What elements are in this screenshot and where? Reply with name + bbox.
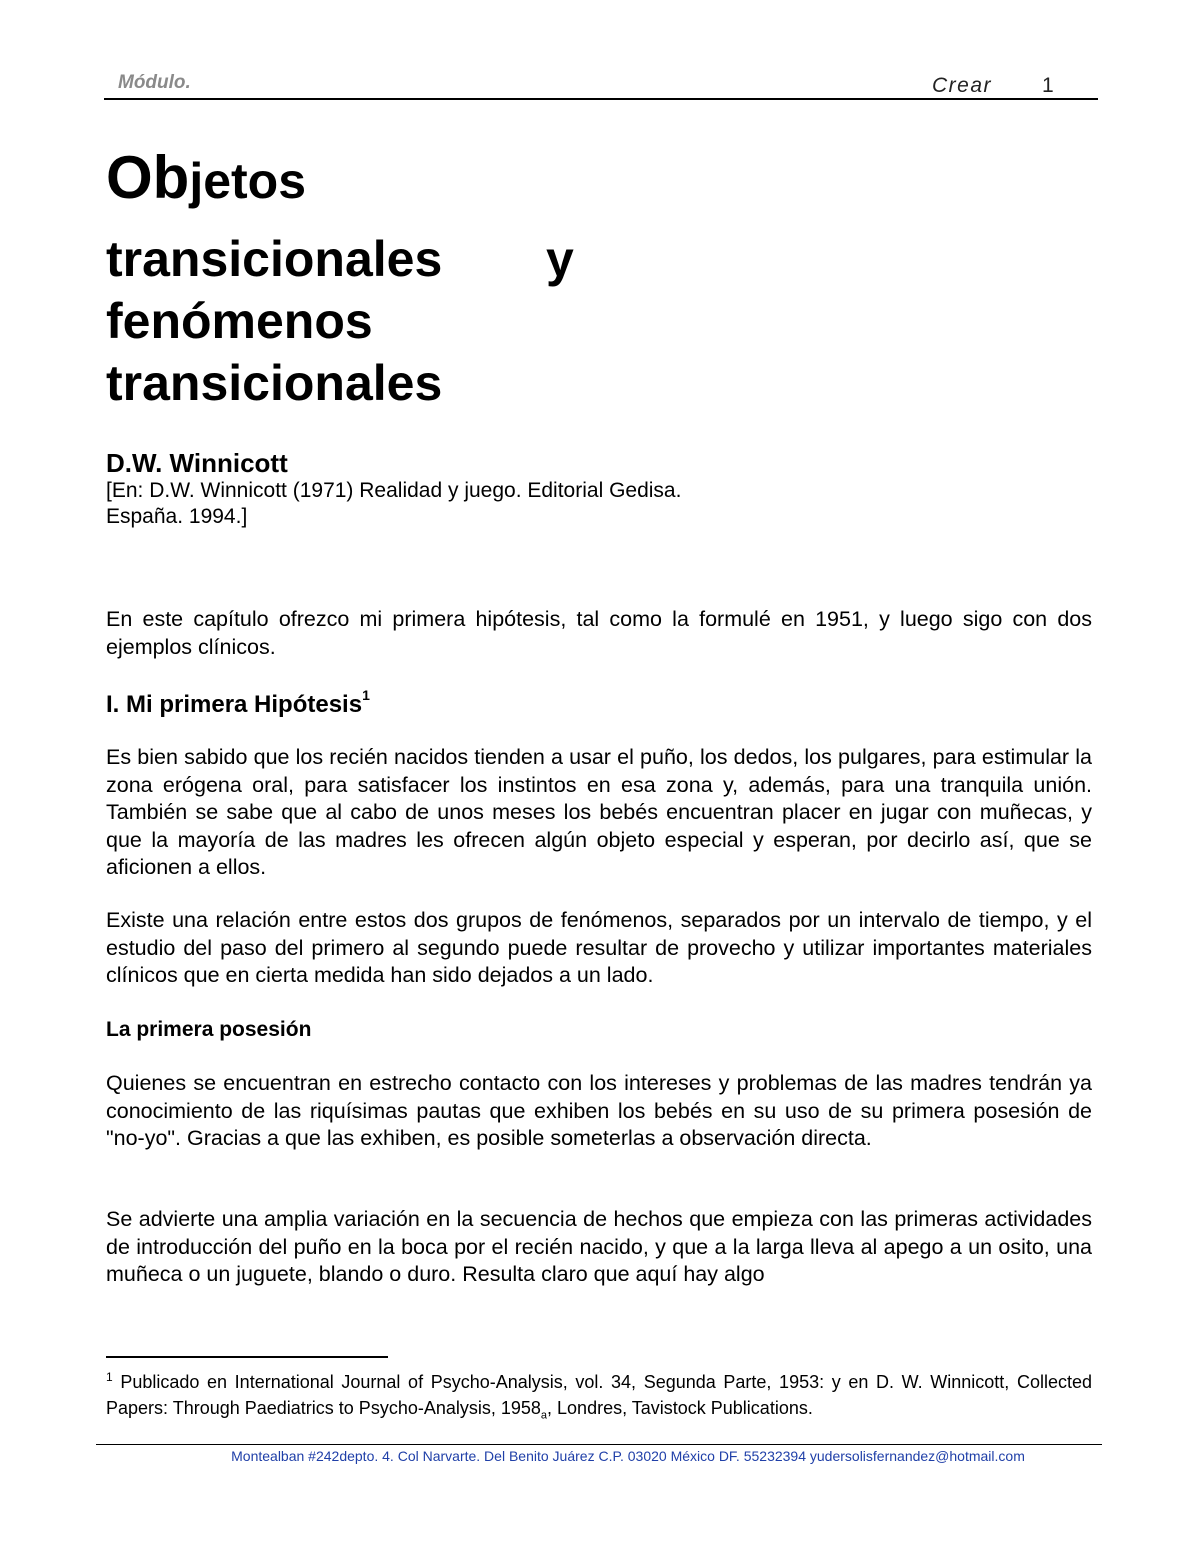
- header-section-label: Crear: [932, 74, 993, 97]
- footnote-text-b: , Londres, Tavistock Publications.: [547, 1398, 813, 1418]
- citation-line-2: España. 1994.]: [106, 505, 248, 528]
- footer-rule: [96, 1444, 1102, 1445]
- header-rule: [104, 98, 1098, 100]
- title-initial: Ob: [106, 144, 190, 211]
- author-name: D.W. Winnicott: [106, 448, 288, 478]
- title-rest: jetos: [189, 153, 307, 209]
- title-line-1: [106, 144, 307, 211]
- title-line-4: transicionales: [106, 355, 443, 411]
- intro-paragraph: En este capítulo ofrezco mi primera hipótesis, tal como la formulé en 1951, y luego sigo con dos ejemplos clínicos.: [106, 607, 1092, 659]
- paragraph-3: Quienes se encuentran en estrecho contacto con los intereses y problemas de las madres tendrán ya conocimiento de las riquísimas pautas que exhiben los bebés en su uso de su primera posesión de "no-yo". Gracias a que las exhiben, es posible someterlas a observación directa.: [106, 1071, 1092, 1150]
- page-number: 1: [1042, 74, 1054, 97]
- footnote-subscript: a: [540, 1409, 548, 1422]
- citation-line-1: [En: D.W. Winnicott (1971) Realidad y juego. Editorial Gedisa.: [106, 479, 682, 502]
- title-line-3: fenómenos: [106, 293, 373, 349]
- footer-email[interactable]: yudersolisfernandez@hotmail.com: [809, 1448, 1025, 1464]
- page-footer: [0, 1448, 1200, 1464]
- footnote-reference: 1: [362, 687, 370, 703]
- title-line-2: transicionales: [106, 231, 443, 287]
- footnote: [106, 1364, 1092, 1429]
- subheading: La primera posesión: [106, 1018, 312, 1041]
- footnote-text-a: Publicado en International Journal of Psycho-Analysis, vol. 34, Segunda Parte, 1953: y en D. W. Winnicott, Collected Papers: Through Paediatrics to Psycho-Analysis, 1958: [106, 1372, 1092, 1418]
- footnote-marker: 1: [106, 1370, 113, 1384]
- citation: [106, 478, 806, 530]
- paragraph-1: Es bien sabido que los recién nacidos tienden a usar el puño, los dedos, los pulgares, para estimular la zona erógena oral, para satisfacer los instintos en esa zona y, además, para una tranquila unión. También se sabe que al cabo de unos meses los bebés encuentran placer en jugar con muñecas, y que la mayoría de las madres les ofrecen algún objeto especial y esperan, por decirlo así, que se aficionen a ellos.: [106, 745, 1092, 879]
- title-line-2-conjunction: y: [546, 231, 574, 287]
- header-module-label: Módulo.: [118, 72, 191, 93]
- section-heading: [106, 687, 370, 719]
- footer-address: Montealban #242depto. 4. Col Narvarte. Del Benito Juárez C.P. 03020 México DF. 55232394: [231, 1448, 806, 1464]
- paragraph-2: Existe una relación entre estos dos grupos de fenómenos, separados por un intervalo de tiempo, y el estudio del paso del primero al segundo puede resultar de provecho y utilizar importantes materiales clínicos que en cierta medida han sido dejados a un lado.: [106, 908, 1092, 987]
- section-heading-text: I. Mi primera Hipótesis: [106, 691, 363, 718]
- paragraph-4: Se advierte una amplia variación en la secuencia de hechos que empieza con las primeras actividades de introducción del puño en la boca por el recién nacido, y que a la larga lleva al apego a un osito, una muñeca o un juguete, blando o duro. Resulta claro que aquí hay algo: [106, 1207, 1092, 1286]
- footnote-rule: [106, 1356, 388, 1358]
